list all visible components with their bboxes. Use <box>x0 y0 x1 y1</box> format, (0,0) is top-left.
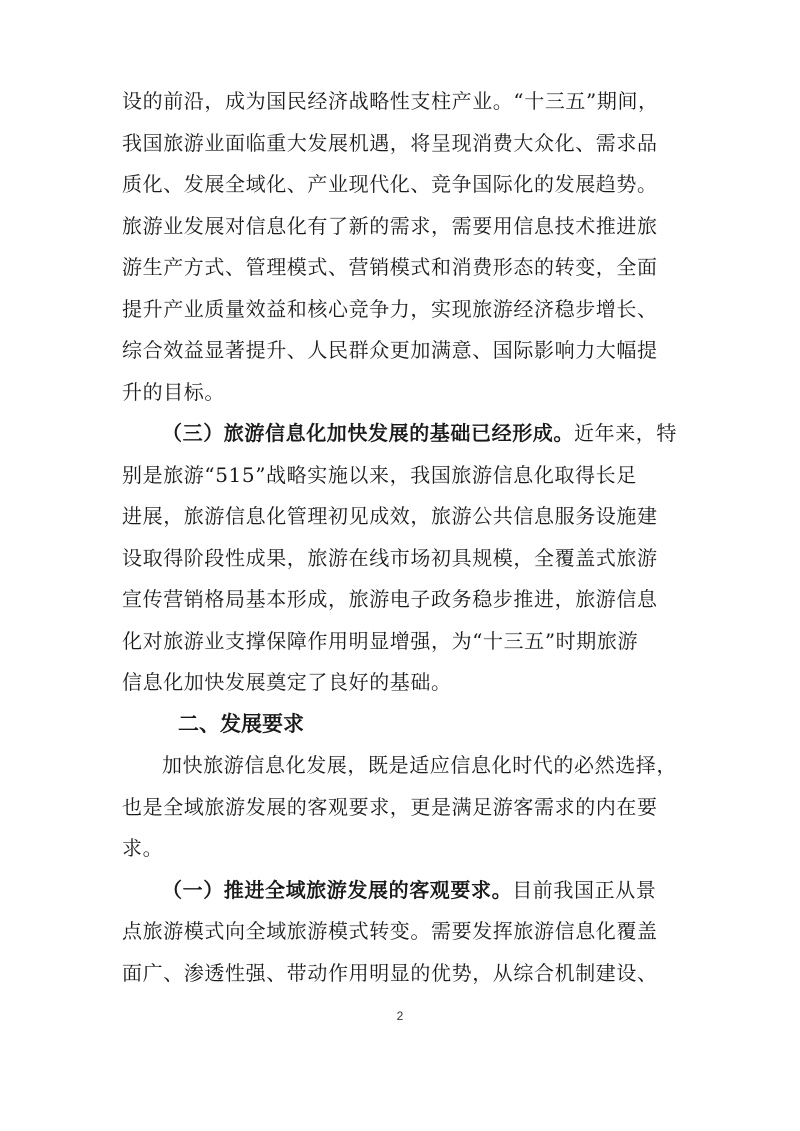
paragraph-line: 也是全域旅游发展的客观要求，更是满足游客需求的内在要 <box>122 795 658 819</box>
paragraph-line: 我国旅游业面临重大发展机遇，将呈现消费大众化、需求品 <box>122 131 658 155</box>
paragraph-line: 进展，旅游信息化管理初见成效，旅游公共信息服务设施建 <box>122 504 658 528</box>
paragraph-text: 近年来，特 <box>574 421 677 445</box>
paragraph-line: 游生产方式、管理模式、营销模式和消费形态的转变，全面 <box>122 255 658 279</box>
paragraph-line: 加快旅游信息化发展，既是适应信息化时代的必然选择， <box>162 753 677 777</box>
paragraph-line: 别是旅游“515”战略实施以来，我国旅游信息化取得长足 <box>122 463 637 487</box>
paragraph-lead-line <box>162 420 677 446</box>
paragraph-line: 综合效益显著提升、人民群众更加满意、国际影响力大幅提 <box>122 338 658 362</box>
paragraph-line: 面广、渗透性强、带动作用明显的优势，从综合机制建设、 <box>122 961 658 985</box>
paragraph-line: 旅游业发展对信息化有了新的需求，需要用信息技术推进旅 <box>122 214 658 238</box>
paragraph-line: 化对旅游业支撑保障作用明显增强，为“十三五”时期旅游 <box>122 629 639 653</box>
paragraph-line: 设取得阶段性成果，旅游在线市场初具规模，全覆盖式旅游 <box>122 546 658 570</box>
paragraph-line: 信息化加快发展奠定了良好的基础。 <box>122 670 452 694</box>
paragraph-line: 求。 <box>122 836 164 860</box>
paragraph-line: 质化、发展全域化、产业现代化、竞争国际化的发展趋势。 <box>122 172 658 196</box>
paragraph-line: 提升产业质量效益和核心竞争力，实现旅游经济稳步增长、 <box>122 297 658 321</box>
subheading-text: （一）推进全域旅游发展的客观要求。 <box>162 878 513 902</box>
paragraph-line: 设的前沿，成为国民经济战略性支柱产业。“十三五”期间， <box>122 89 659 113</box>
paragraph-line: 点旅游模式向全域旅游模式转变。需要发挥旅游信息化覆盖 <box>122 919 658 943</box>
section-heading: 二、发展要求 <box>178 712 304 736</box>
paragraph-line: 升的目标。 <box>122 380 225 404</box>
paragraph-lead-line <box>162 877 656 903</box>
subheading-text: （三）旅游信息化加快发展的基础已经形成。 <box>162 421 574 445</box>
paragraph-line: 宣传营销格局基本形成，旅游电子政务稳步推进，旅游信息 <box>122 587 658 611</box>
page-number: 2 <box>396 1009 404 1023</box>
paragraph-text: 目前我国正从景 <box>512 878 657 902</box>
